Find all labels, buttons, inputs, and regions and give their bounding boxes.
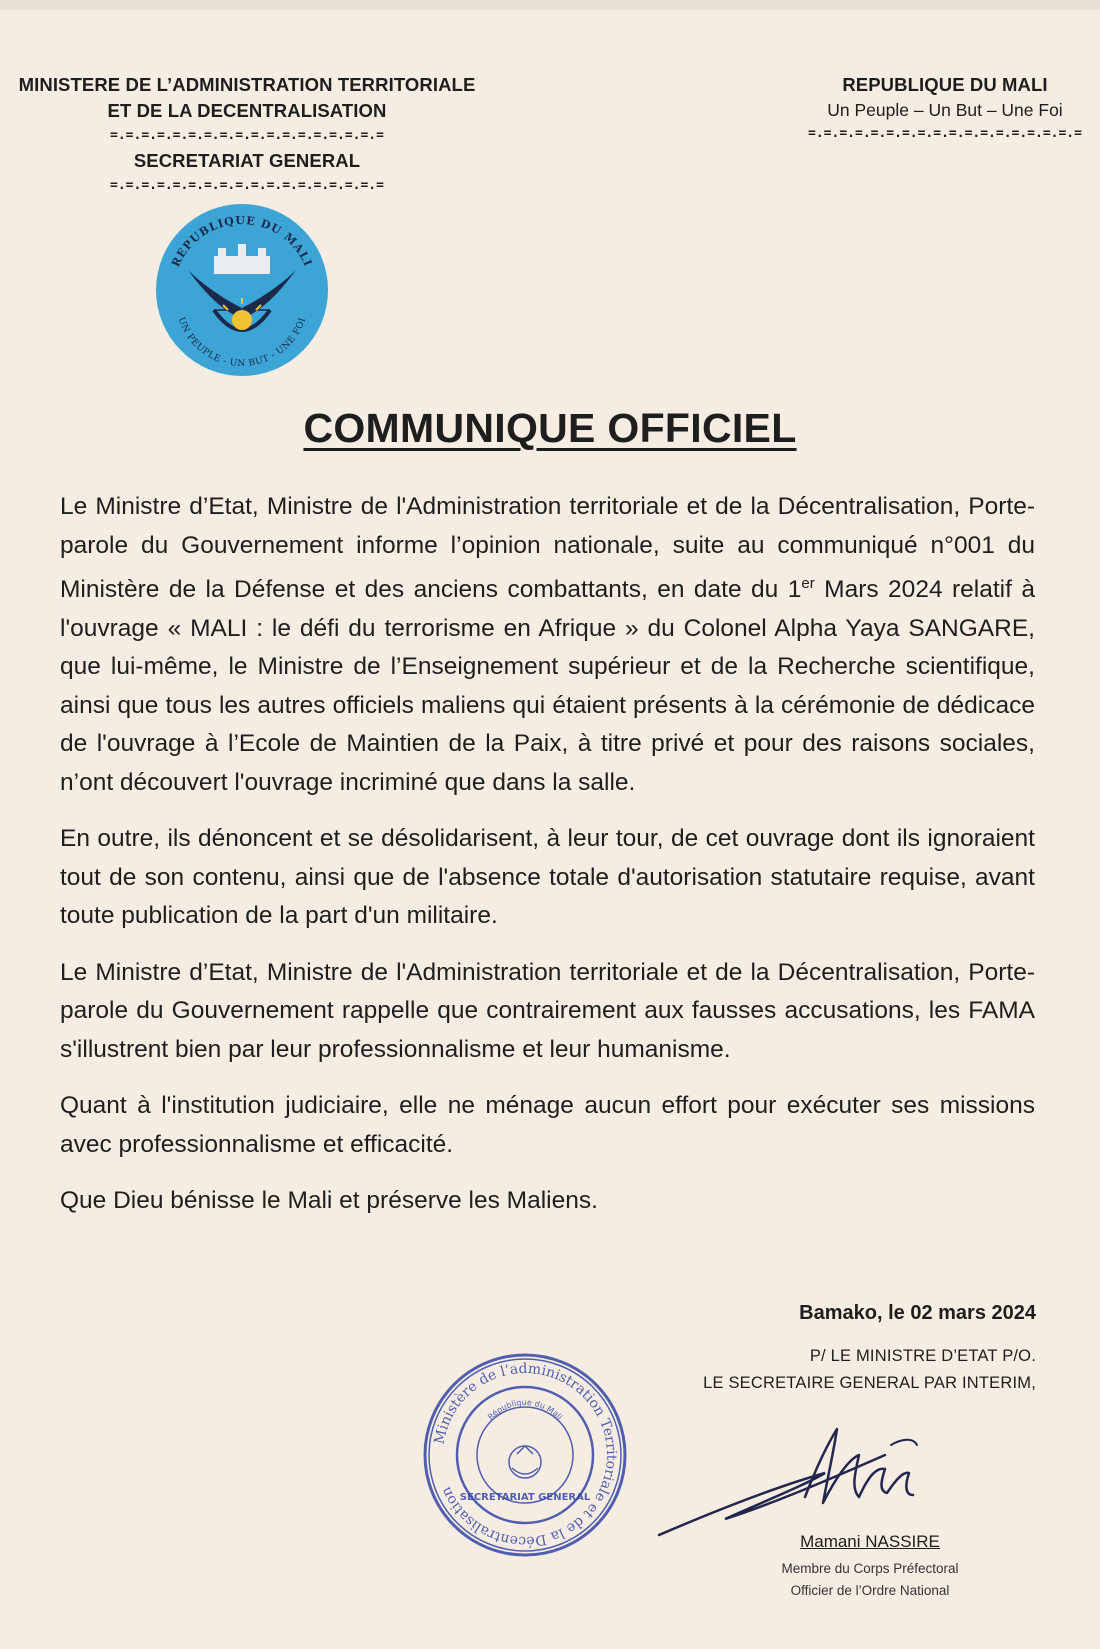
official-stamp bbox=[420, 1350, 630, 1560]
paragraph-1 bbox=[60, 488, 1035, 802]
signatory-block bbox=[690, 1343, 1036, 1397]
signer-title-2: Officier de l’Ordre National bbox=[790, 1583, 950, 1598]
svg-text:Ministère de l’administration bbox=[432, 1361, 619, 1549]
handwritten-signature bbox=[655, 1415, 955, 1545]
signer-info bbox=[740, 1532, 1000, 1602]
signatory-role: LE SECRETAIRE GENERAL PAR INTERIM, bbox=[703, 1374, 1036, 1392]
header-divider: =.=.=.=.=.=.=.=.=.=.=.=.=.=.=.=.=.= bbox=[808, 126, 1082, 141]
seal-disc bbox=[156, 204, 328, 376]
stamp-outer-text: Ministère de l’administration Territoriale et de la Décentralisation bbox=[431, 1360, 620, 1550]
paragraph-1-part-a: Le Ministre d’Etat, Ministre de l'Administration territoriale et de la Décentralisation, Porte-parole du Gouvernement informe l’opinion nationale, suite au communiqué n°001 du Ministère de la Défense et des anciens combattants, en date du 1 bbox=[60, 493, 1035, 604]
ministry-header bbox=[12, 72, 482, 198]
stamp-band-text: SECRETARIAT GENERAL bbox=[459, 1492, 591, 1503]
svg-text:République du Mali bbox=[486, 1398, 564, 1422]
signer-title-1: Membre du Corps Préfectoral bbox=[781, 1561, 959, 1576]
stamp-emblem-icon bbox=[509, 1446, 541, 1478]
national-motto: Un Peuple – Un But – Une Foi bbox=[827, 100, 1063, 120]
communique-body bbox=[60, 488, 1035, 1239]
mali-coat-of-arms-seal bbox=[152, 200, 332, 380]
stamp-inner-text: République du Mali bbox=[486, 1397, 564, 1422]
paragraph-3: Le Ministre d’Etat, Ministre de l'Administration territoriale et de la Décentralisation, Porte-parole du Gouvernement rappelle que contrairement aux fausses accusations, les FAMA s'illustrent bien par leur professionnalisme et leur humanisme. bbox=[60, 958, 1035, 1063]
country-name: REPUBLIQUE DU MALI bbox=[842, 74, 1048, 95]
header-divider: =.=.=.=.=.=.=.=.=.=.=.=.=.=.=.=.=.= bbox=[110, 178, 384, 193]
header-divider: =.=.=.=.=.=.=.=.=.=.=.=.=.=.=.=.=.= bbox=[110, 128, 384, 143]
place-and-date: Bamako, le 02 mars 2024 bbox=[799, 1302, 1036, 1324]
ministry-name-line1: MINISTERE DE L’ADMINISTRATION TERRITORIALE bbox=[18, 74, 476, 95]
paragraph-2: En outre, ils dénoncent et se désolidarisent, à leur tour, de cet ouvrage dont ils ignoraient tout de son contenu, ainsi que de l'absence totale d'autorisation statutaire requise, avant toute publication de la part d'un militaire. bbox=[60, 825, 1035, 930]
seal-bottom-text: UN PEUPLE - UN BUT - UNE FOI bbox=[175, 316, 309, 370]
paragraph-5: Que Dieu bénisse le Mali et préserve les Maliens. bbox=[60, 1187, 598, 1215]
on-behalf-line: P/ LE MINISTRE D’ETAT P/O. bbox=[809, 1347, 1036, 1365]
republic-header bbox=[800, 72, 1090, 146]
secretariat-label: SECRETARIAT GENERAL bbox=[133, 150, 361, 171]
document-title: COMMUNIQUE OFFICIEL bbox=[303, 405, 797, 451]
paragraph-4: Quant à l'institution judiciaire, elle ne ménage aucun effort pour exécuter ses missions avec professionnalisme et efficacité. bbox=[60, 1092, 1035, 1158]
ordinal-superscript: er bbox=[801, 575, 815, 592]
signer-name: Mamani NASSIRE bbox=[800, 1532, 940, 1551]
page-top-edge bbox=[0, 0, 1100, 10]
ministry-name-line2: ET DE LA DECENTRALISATION bbox=[107, 100, 387, 121]
seal-top-text: REPUBLIQUE DU MALI bbox=[169, 213, 315, 269]
paragraph-1-part-b: Mars 2024 relatif à l'ouvrage « MALI : le défi du terrorisme en Afrique » du Colonel Alpha Yaya SANGARE, que lui-même, le Ministre de l’Enseignement supérieur et de la Recherche scientifique, ainsi que tous les autres officiels maliens qui étaient présents à la cérémonie de dédicace de l'ouvrage à l’Ecole de Maintien de la Paix, à titre privé et pour des raisons sociales, n’ont découvert l'ouvrage incriminé que dans la salle. bbox=[60, 576, 1035, 796]
mosque-icon bbox=[214, 244, 270, 274]
